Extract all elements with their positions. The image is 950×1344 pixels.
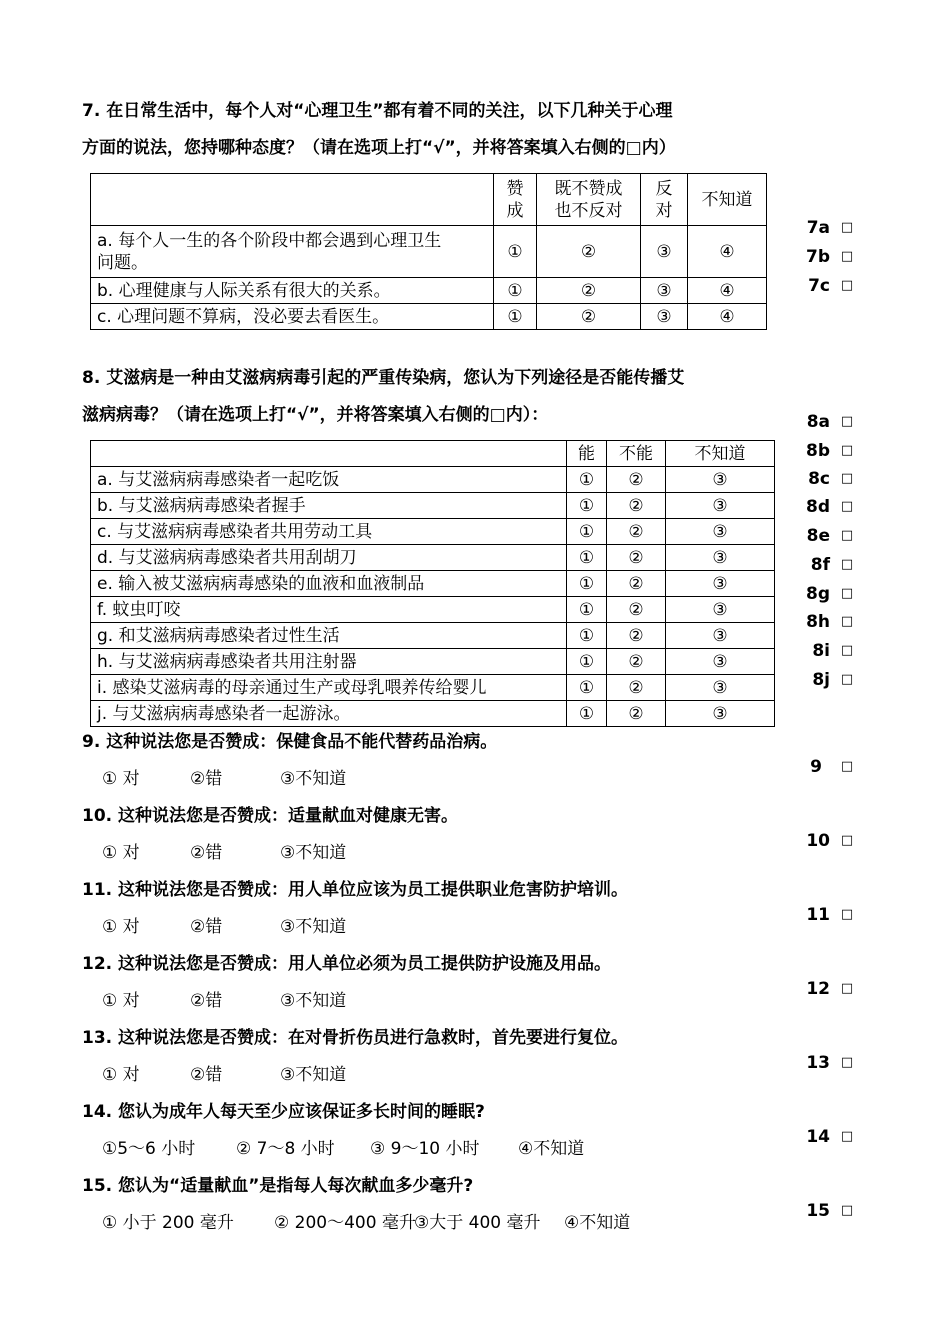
q9-title: 9. 这种说法您是否赞成：保健食品不能代替药品治病。 <box>82 732 498 752</box>
q10-option[interactable]: ③不知道 <box>280 843 347 863</box>
answer-code-11: 11 <box>806 905 830 925</box>
answer-box-8b[interactable]: □ <box>840 443 854 458</box>
q8-row <box>91 701 775 727</box>
q8-statement-j: j. 与艾滋病病毒感染者一起游泳。 <box>91 701 567 727</box>
q7-option[interactable]: ① <box>494 226 537 278</box>
q7-option[interactable]: ④ <box>688 278 767 304</box>
q8-statement-f: f. 蚊虫叮咬 <box>91 597 567 623</box>
answer-box-11[interactable]: □ <box>840 907 854 922</box>
q7-row-c <box>91 304 767 330</box>
q8-option[interactable]: ① <box>567 597 607 623</box>
answer-code-8f: 8f <box>810 555 830 575</box>
q9-option[interactable]: ① 对 <box>102 769 140 789</box>
answer-code-9: 9 <box>810 757 822 777</box>
q11-options <box>102 917 346 937</box>
q8-statement-a: a. 与艾滋病病毒感染者一起吃饭 <box>91 467 567 493</box>
q8-option[interactable]: ③ <box>666 649 775 675</box>
q8-statement-b: b. 与艾滋病病毒感染者握手 <box>91 493 567 519</box>
q8-statement-i: i. 感染艾滋病毒的母亲通过生产或母乳喂养传给婴儿 <box>91 675 567 701</box>
q8-option[interactable]: ③ <box>666 701 775 727</box>
q7-statement-a: a. 每个人一生的各个阶段中都会遇到心理卫生 问题。 <box>91 226 494 278</box>
q7-header-neutral: 既不赞成 也不反对 <box>537 174 641 226</box>
answer-code-8d: 8d <box>806 497 830 517</box>
q13-title: 13. 这种说法您是否赞成：在对骨折伤员进行急救时，首先要进行复位。 <box>82 1028 629 1048</box>
answer-code-13: 13 <box>806 1053 830 1073</box>
q8-title-line1: 8. 艾滋病是一种由艾滋病病毒引起的严重传染病，您认为下列途径是否能传播艾 <box>82 368 685 388</box>
q14-option[interactable]: ② 7～8 小时 <box>236 1139 335 1159</box>
q11-title: 11. 这种说法您是否赞成：用人单位应该为员工提供职业危害防护培训。 <box>82 880 629 900</box>
q8-row <box>91 519 775 545</box>
q8-header-cannot: 不能 <box>607 441 666 467</box>
q8-option[interactable]: ③ <box>666 571 775 597</box>
q8-option[interactable]: ① <box>567 519 607 545</box>
q7-title-line2: 方面的说法，您持哪种态度？（请在选项上打“√”，并将答案填入右侧的□内） <box>82 138 676 158</box>
q13-options <box>102 1065 346 1085</box>
q8-row <box>91 675 775 701</box>
q8-statement-h: h. 与艾滋病病毒感染者共用注射器 <box>91 649 567 675</box>
q8-option[interactable]: ③ <box>666 623 775 649</box>
answer-code-8h: 8h <box>806 612 830 632</box>
q8-option[interactable]: ③ <box>666 597 775 623</box>
answer-box-8e[interactable]: □ <box>840 528 854 543</box>
answer-code-7a: 7a <box>806 218 830 238</box>
q8-title-line2: 滋病病毒？（请在选项上打“√”，并将答案填入右侧的□内）： <box>82 405 549 425</box>
answer-box-8d[interactable]: □ <box>840 499 854 514</box>
q8-header-unknown: 不知道 <box>666 441 775 467</box>
q7-row-a <box>91 226 767 278</box>
q8-header-blank <box>91 441 567 467</box>
answer-code-8e: 8e <box>806 526 830 546</box>
q8-statement-d: d. 与艾滋病病毒感染者共用刮胡刀 <box>91 545 567 571</box>
q8-option[interactable]: ③ <box>666 545 775 571</box>
q9-option[interactable]: ③不知道 <box>280 769 347 789</box>
q15-option[interactable]: ④不知道 <box>564 1213 631 1233</box>
q7-option[interactable]: ④ <box>688 226 767 278</box>
q12-title: 12. 这种说法您是否赞成：用人单位必须为员工提供防护设施及用品。 <box>82 954 612 974</box>
q8-option[interactable]: ② <box>607 467 666 493</box>
answer-code-8g: 8g <box>806 584 830 604</box>
q12-option[interactable]: ②错 <box>190 991 223 1011</box>
q8-option[interactable]: ② <box>607 519 666 545</box>
q10-title: 10. 这种说法您是否赞成：适量献血对健康无害。 <box>82 806 459 826</box>
q8-row <box>91 597 775 623</box>
q7-option[interactable]: ① <box>494 304 537 330</box>
q7-title-line1: 7. 在日常生活中，每个人对“心理卫生”都有着不同的关注，以下几种关于心理 <box>82 101 673 121</box>
q7-table <box>90 173 767 330</box>
q14-option[interactable]: ③ 9～10 小时 <box>370 1139 480 1159</box>
q14-option[interactable]: ④不知道 <box>518 1139 585 1159</box>
q7-statement-b: b. 心理健康与人际关系有很大的关系。 <box>91 278 494 304</box>
q7-option[interactable]: ② <box>537 304 641 330</box>
q7-option[interactable]: ① <box>494 278 537 304</box>
q7-option[interactable]: ② <box>537 226 641 278</box>
answer-code-7b: 7b <box>806 247 830 267</box>
q12-option[interactable]: ① 对 <box>102 991 140 1011</box>
answer-box-8c[interactable]: □ <box>840 471 854 486</box>
q15-option[interactable]: ③大于 400 毫升 <box>414 1213 541 1233</box>
answer-code-8j: 8j <box>812 670 830 690</box>
q14-title: 14. 您认为成年人每天至少应该保证多长时间的睡眠? <box>82 1102 485 1122</box>
q15-options <box>102 1213 630 1233</box>
q11-option[interactable]: ① 对 <box>102 917 140 937</box>
q8-row <box>91 493 775 519</box>
q7-row-b <box>91 278 767 304</box>
answer-code-8a: 8a <box>806 412 830 432</box>
answer-code-7c: 7c <box>808 276 830 296</box>
q7-option[interactable]: ④ <box>688 304 767 330</box>
answer-box-8h[interactable]: □ <box>840 614 854 629</box>
q13-option[interactable]: ②错 <box>190 1065 223 1085</box>
q8-statement-g: g. 和艾滋病病毒感染者过性生活 <box>91 623 567 649</box>
q8-option[interactable]: ① <box>567 623 607 649</box>
answer-code-8c: 8c <box>808 469 830 489</box>
answer-code-10: 10 <box>806 831 830 851</box>
q13-option[interactable]: ③不知道 <box>280 1065 347 1085</box>
answer-box-7a[interactable]: □ <box>840 220 854 235</box>
q8-option[interactable]: ① <box>567 649 607 675</box>
q8-row <box>91 571 775 597</box>
q8-option[interactable]: ② <box>607 597 666 623</box>
q8-option[interactable]: ③ <box>666 519 775 545</box>
q8-header-can: 能 <box>567 441 607 467</box>
q8-row <box>91 623 775 649</box>
q7-header-unknown: 不知道 <box>688 174 767 226</box>
q8-option[interactable]: ① <box>567 571 607 597</box>
q8-option[interactable]: ① <box>567 701 607 727</box>
q9-option[interactable]: ②错 <box>190 769 223 789</box>
q8-row <box>91 545 775 571</box>
q8-option[interactable]: ③ <box>666 493 775 519</box>
answer-box-7c[interactable]: □ <box>840 278 854 293</box>
q15-option[interactable]: ① 小于 200 毫升 <box>102 1213 234 1233</box>
answer-box-10[interactable]: □ <box>840 833 854 848</box>
answer-box-9[interactable]: □ <box>840 759 854 774</box>
q8-option[interactable]: ① <box>567 545 607 571</box>
q10-option[interactable]: ②错 <box>190 843 223 863</box>
q10-option[interactable]: ① 对 <box>102 843 140 863</box>
q8-option[interactable]: ① <box>567 675 607 701</box>
q8-option[interactable]: ① <box>567 467 607 493</box>
q7-statement-c: c. 心理问题不算病，没必要去看医生。 <box>91 304 494 330</box>
q8-option[interactable]: ② <box>607 675 666 701</box>
answer-code-8i: 8i <box>812 641 830 661</box>
q7-header-blank <box>91 174 494 226</box>
answer-box-14[interactable]: □ <box>840 1129 854 1144</box>
q7-option[interactable]: ③ <box>641 226 688 278</box>
q8-option[interactable]: ① <box>567 493 607 519</box>
q8-option[interactable]: ③ <box>666 467 775 493</box>
answer-box-13[interactable]: □ <box>840 1055 854 1070</box>
q10-options <box>102 843 346 863</box>
answer-box-8g[interactable]: □ <box>840 586 854 601</box>
q12-option[interactable]: ③不知道 <box>280 991 347 1011</box>
q7-option[interactable]: ② <box>537 278 641 304</box>
q8-option[interactable]: ② <box>607 493 666 519</box>
q8-option[interactable]: ③ <box>666 675 775 701</box>
q15-title: 15. 您认为“适量献血”是指每人每次献血多少毫升? <box>82 1176 474 1196</box>
answer-box-12[interactable]: □ <box>840 981 854 996</box>
q7-header-agree: 赞 成 <box>494 174 537 226</box>
answer-code-12: 12 <box>806 979 830 999</box>
q8-option[interactable]: ② <box>607 623 666 649</box>
answer-code-14: 14 <box>806 1127 830 1147</box>
answer-box-8j[interactable]: □ <box>840 672 854 687</box>
q8-table <box>90 440 775 727</box>
q8-option[interactable]: ② <box>607 571 666 597</box>
q7-header-disagree: 反 对 <box>641 174 688 226</box>
q11-option[interactable]: ②错 <box>190 917 223 937</box>
q15-option[interactable]: ② 200～400 毫升 <box>274 1213 416 1233</box>
q8-statement-e: e. 输入被艾滋病病毒感染的血液和血液制品 <box>91 571 567 597</box>
q9-options <box>102 769 346 789</box>
answer-box-15[interactable]: □ <box>840 1203 854 1218</box>
q8-row <box>91 649 775 675</box>
q8-row <box>91 467 775 493</box>
answer-code-8b: 8b <box>806 441 830 461</box>
q14-option[interactable]: ①5～6 小时 <box>102 1139 196 1159</box>
q8-option[interactable]: ② <box>607 701 666 727</box>
q8-option[interactable]: ② <box>607 649 666 675</box>
answer-box-8f[interactable]: □ <box>840 557 854 572</box>
q8-statement-c: c. 与艾滋病病毒感染者共用劳动工具 <box>91 519 567 545</box>
q11-option[interactable]: ③不知道 <box>280 917 347 937</box>
answer-code-15: 15 <box>806 1201 830 1221</box>
q7-option[interactable]: ③ <box>641 304 688 330</box>
q8-option[interactable]: ② <box>607 545 666 571</box>
q12-options <box>102 991 346 1011</box>
q13-option[interactable]: ① 对 <box>102 1065 140 1085</box>
q7-option[interactable]: ③ <box>641 278 688 304</box>
answer-box-7b[interactable]: □ <box>840 249 854 264</box>
q14-options <box>102 1139 584 1159</box>
answer-box-8i[interactable]: □ <box>840 643 854 658</box>
answer-box-8a[interactable]: □ <box>840 414 854 429</box>
